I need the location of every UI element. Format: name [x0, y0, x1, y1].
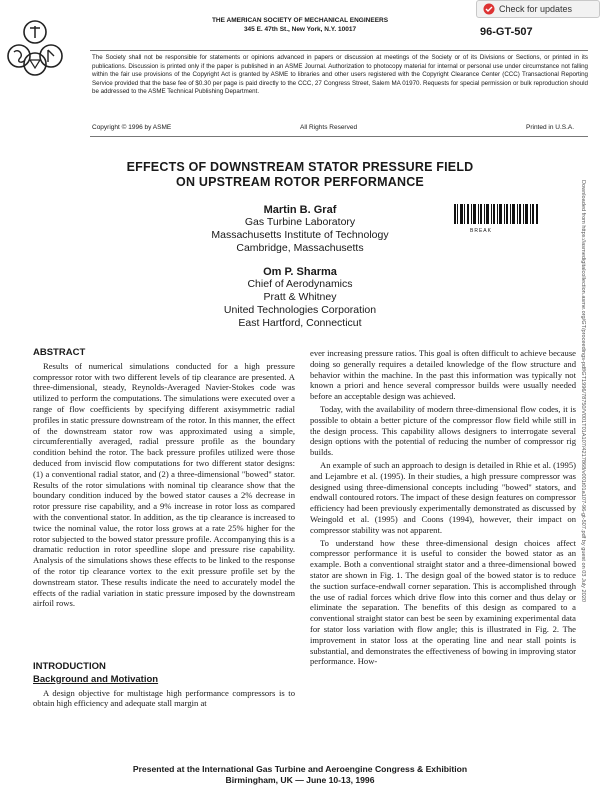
introduction-section [33, 662, 295, 709]
barcode [454, 204, 538, 224]
download-note: Downloaded from https://asmedigitalcollection.asme.org/GT/proceedings-pdf/GT1996/78750/V001T01A107/4217868/v001t01a107-96-gt-507.pdf by guest on 03 July 2020 [580, 180, 586, 602]
author-name: Om P. Sharma [263, 266, 337, 278]
author-block-1 [100, 204, 500, 255]
paper-number: 96-GT-507 [480, 26, 533, 38]
rights-notice: All Rights Reserved [300, 124, 358, 131]
crossmark-icon [483, 3, 495, 15]
barcode-caption: BREAK [470, 228, 492, 234]
paragraph: An example of such an approach to design is detailed in Rhie et al. (1995) and Lejambre et al. (1995). In their studies, a high pressure compressor was designed using three-dimensional concepts including "bowed" stators, and endwall contoured rotors. The impact of these design features on compressor efficiency had been previously experimentally demonstrated as discussed by Weingold et al. (1995) and Coons (1994), however, their impact on compressor stability was not apparent. [310, 459, 576, 535]
society-address: 345 E. 47th St., New York, N.Y. 10017 [243, 26, 357, 33]
paper-title [80, 160, 520, 190]
abstract-text: Results of numerical simulations conducted for a high pressure compressor rotor with two different levels of tip clearance are presented. A three-dimensional, steady, Reynolds-Averaged Navier-Stokes code was utilized to perform the computations. The simulations were executed over a range of flow coefficients by specifying different axisymmetric radial profiles in static pressure downstream of the rotor. In this manner, the effect of the downstream stator row was approximated using a simple, circumferentially averaged, radial pressure profile as the boundary condition behind the rotor. The back pressure profiles utilized were those deduced from inviscid flow computations for two different stator designs: (1) a conventional radial stator, and (2) a three-dimensional "bowed" stator. Results of the rotor simulations with nominal tip clearance show that the boundary condition induced by the bowed stator causes a 2% decrease in rotor pressure rise capability, and a 9% increase in rotor loss as compared with the conventional stator. In addition, as the tip clearance is increased to twice the nominal value, the rotor loss grows at a rate 25% higher for the rotor subjected to the bowed stator pressure profile. Accompanying this is a dramatic reduction in rotor speedline slope and pressure rise capability. Analysis of the simulations shows these effects to be linked to the response of the rotor tip clearance vortex to the exit pressure profile set by the downstream stator. These results indicate the need to accurately model the effects of the radial variation in static pressure imposed by the downstream airfoil rows. [33, 360, 295, 609]
author-block-2 [100, 266, 500, 330]
copyright: Copyright © 1996 by ASME [92, 124, 172, 131]
society-name: THE AMERICAN SOCIETY OF MECHANICAL ENGINEERS [211, 17, 389, 24]
disclaimer-text: The Society shall not be responsible for statements or opinions advanced in papers or discussion at meetings of the Society or of its Divisions or Sections, or printed in its publications. Discussion is printed only if the paper is published in an ASME Journal. Authorization to photocopy material for internal or personal use under circumstance not falling within the fair use provisions of the Copyright Act is granted by ASME to libraries and other users registered with the Copyright Clearance Center (CCC) Transactional Reporting Service provided that the base fee of $0.30 per page is paid directly to the CCC, 27 Congress Street, Salem MA 01970. Requests for special permission or bulk reproduction should be addressed to the ASME Technical Publishing Department. [92, 54, 588, 96]
author-affiliation: Gas Turbine Laboratory [244, 216, 356, 228]
conference-footer [60, 764, 540, 786]
asme-logo [6, 18, 64, 78]
background-subheading: Background and Motivation [33, 673, 159, 685]
author-name: Martin B. Graf [263, 204, 337, 216]
header-bottom-rule [90, 136, 588, 137]
author-affiliation: East Hartford, Connecticut [238, 317, 362, 329]
introduction-heading: INTRODUCTION [33, 661, 106, 672]
author-affiliation: Massachusetts Institute of Technology [211, 229, 389, 241]
download-sidebar [578, 180, 588, 780]
author-affiliation: United Technologies Corporation [223, 304, 377, 316]
conference-line-1: Presented at the International Gas Turbine and Aeroengine Congress & Exhibition [132, 764, 468, 774]
abstract-section [33, 348, 295, 609]
paragraph: ever increasing pressure ratios. This goal is often difficult to achieve because doing so generally requires a detailed knowledge of the flow structure and behavior within the machine. In the past this information was typically not known a priori and hence several compressor builds were usually needed before an acceptable design was achieved. [310, 348, 576, 402]
right-column [310, 348, 576, 667]
author-affiliation: Pratt & Whitney [263, 291, 337, 303]
abstract-heading: ABSTRACT [33, 347, 86, 358]
title-line-1: EFFECTS OF DOWNSTREAM STATOR PRESSURE FIELD [126, 160, 474, 174]
author-affiliation: Cambridge, Massachusetts [236, 242, 364, 254]
author-affiliation: Chief of Aerodynamics [247, 278, 353, 290]
printed-notice: Printed in U.S.A. [526, 124, 575, 131]
title-line-2: ON UPSTREAM ROTOR PERFORMANCE [176, 175, 424, 189]
conference-line-2: Birmingham, UK — June 10-13, 1996 [225, 775, 375, 785]
paragraph: Today, with the availability of modern three-dimensional flow codes, it is possible to obtain a better picture of the compressor flow field while still in the design process. This capability allows designers to interrogate several design options with the potential of reducing the number of compressor rig builds. [310, 403, 576, 458]
header-rule [90, 50, 588, 51]
check-for-updates-label: Check for updates [499, 4, 573, 14]
society-header [60, 16, 540, 34]
introduction-text: A design objective for multistage high performance compressors is to obtain high efficiency and adequate stall margin at [33, 687, 295, 709]
paragraph: To understand how these three-dimensional design choices affect compressor performance it is useful to consider the bowed stator as an example. Both a conventional straight stator and a three-dimensional bowed stator are shown in Fig. 1. The design goal of the bowed stator is to reduce the suction surface-endwall corner separation. This is accomplished through the use of radial forces which drive flow into this corner and thus delay or eliminate the separation. The benefits of this design as compared to a conventional straight stator can best be seen by examining experimental data for stator loss variation with flow angle; this is illustrated in Fig. 2. The improvement in stator loss at the operating line and near stall points is substantial, and demonstrates the effectiveness of bowing in improving stator performance. How- [310, 537, 576, 667]
